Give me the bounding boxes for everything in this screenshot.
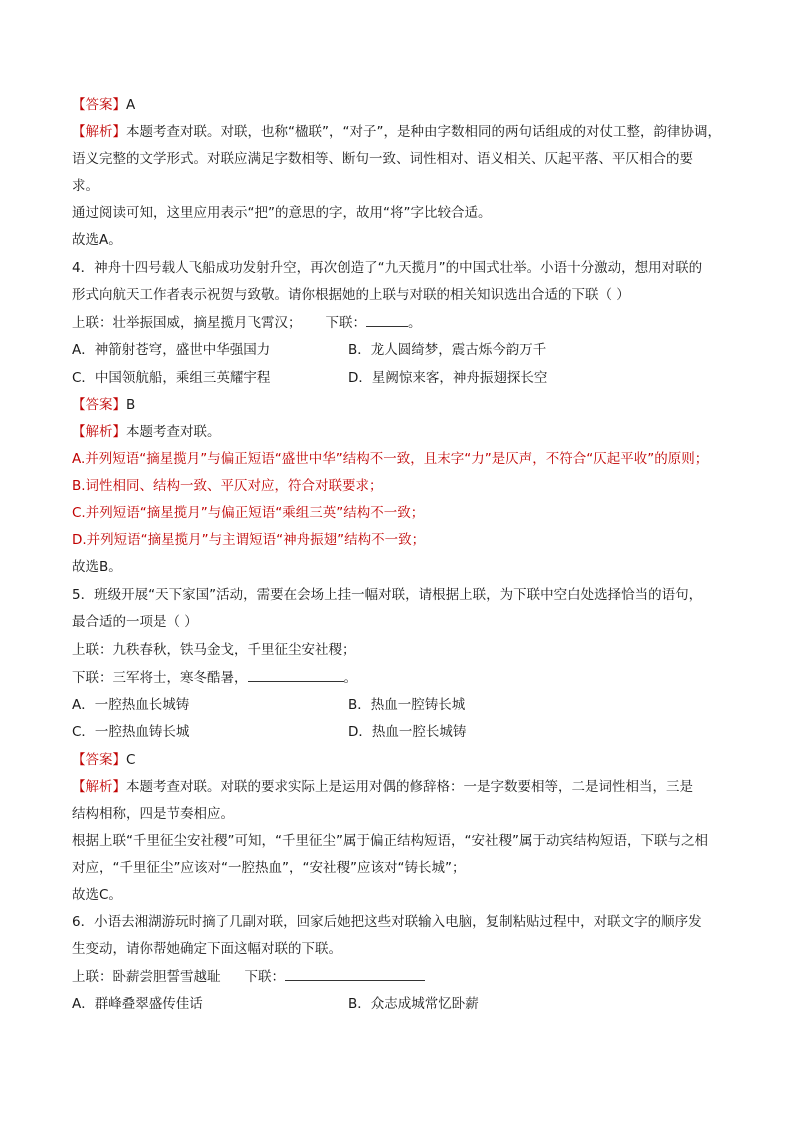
question-stem: 6．小语去湘湖游玩时摘了几副对联，回家后她把这些对联输入电脑，复制粘贴过程中，对联文字的顺序发 bbox=[72, 914, 702, 930]
option-c: C．一腔热血铸长城 bbox=[72, 724, 190, 740]
analysis-line: B.词性相同、结构一致、平仄对应，符合对联要求； bbox=[72, 478, 383, 494]
analysis-label: 【解析】 bbox=[72, 124, 126, 140]
analysis-line: C.并列短语“摘星揽月”与偏正短语“乘组三英”结构不一致； bbox=[72, 505, 425, 521]
analysis-line: 【解析】本题考查对联。对联的要求实际上是运用对偶的修辞格：一是字数要相等，二是词性相当，三是 bbox=[72, 779, 693, 795]
options-row bbox=[72, 369, 732, 387]
options-row bbox=[72, 341, 732, 359]
analysis-line: 求。 bbox=[72, 178, 99, 194]
conclusion-line: 故选A。 bbox=[72, 232, 122, 248]
lower-couplet: 下联： bbox=[244, 969, 285, 985]
question-stem: 5．班级开展“天下家国”活动，需要在会场上挂一幅对联，请根据上联，为下联中空白处选择恰当的语句， bbox=[72, 587, 703, 603]
option-d: D．星阙惊来客，神舟振翅探长空 bbox=[348, 370, 548, 386]
answer-label: 【答案】 bbox=[72, 397, 126, 413]
conclusion-line: 故选C。 bbox=[72, 887, 122, 903]
question-stem: 生变动，请你帮她确定下面这幅对联的下联。 bbox=[72, 941, 342, 957]
question-stem: 形式向航天工作者表示祝贺与致敬。请你根据她的上联与对联的相关知识选出合适的下联（ ） bbox=[72, 287, 630, 303]
answer-blank bbox=[248, 668, 344, 682]
couplet-line bbox=[72, 967, 732, 986]
analysis-label: 【解析】 bbox=[72, 779, 126, 795]
conclusion-line: 故选B。 bbox=[72, 559, 122, 575]
option-b: B．众志成城常忆卧薪 bbox=[348, 996, 479, 1012]
options-row bbox=[72, 723, 732, 741]
answer-line: 【答案】A bbox=[72, 97, 136, 113]
answer-blank bbox=[285, 967, 425, 981]
couplet-line: 下联：三军将士，寒冬酷暑， 。 bbox=[72, 670, 357, 686]
lower-couplet: 下联：三军将士，寒冬酷暑， bbox=[72, 670, 248, 686]
option-d: D．热血一腔长城铸 bbox=[348, 724, 467, 740]
option-a: A．群峰叠翠盛传佳话 bbox=[72, 996, 203, 1012]
question-stem: 最合适的一项是（ ） bbox=[72, 614, 198, 630]
answer-blank bbox=[366, 313, 408, 327]
option-a: A．神箭射苍穹，盛世中华强国力 bbox=[72, 342, 271, 358]
options-row bbox=[72, 995, 732, 1013]
option-b: B．热血一腔铸长城 bbox=[348, 697, 466, 713]
answer-line: 【答案】C bbox=[72, 752, 136, 768]
analysis-line: 【解析】本题考查对联。 bbox=[72, 424, 221, 440]
analysis-line: D.并列短语“摘星揽月”与主谓短语“神舟振翅”结构不一致； bbox=[72, 532, 426, 548]
couplet-line: 上联：九秩春秋，铁马金戈，千里征尘安社稷； bbox=[72, 642, 356, 658]
option-c: C．中国领航船，乘组三英耀宇程 bbox=[72, 370, 271, 386]
analysis-label: 【解析】 bbox=[72, 424, 126, 440]
upper-couplet: 上联：卧薪尝胆誓雪越耻 bbox=[72, 969, 221, 985]
option-b: B．龙人圆绮梦，震古烁今韵万千 bbox=[348, 342, 547, 358]
option-a: A．一腔热血长城铸 bbox=[72, 697, 190, 713]
analysis-line: A.并列短语“摘星揽月”与偏正短语“盛世中华”结构不一致，且末字“力”是仄声，不符合“仄起平收”的原则； bbox=[72, 451, 709, 467]
answer-label: 【答案】 bbox=[72, 752, 126, 768]
analysis-line: 结构相称，四是节奏相应。 bbox=[72, 806, 234, 822]
upper-couplet: 上联：壮举振国威，摘星揽月飞霄汉； bbox=[72, 315, 302, 331]
analysis-line: 语义完整的文学形式。对联应满足字数相等、断句一致、词性相对、语义相关、仄起平落、平仄相合的要 bbox=[72, 151, 693, 167]
lower-couplet: 下联： bbox=[325, 315, 366, 331]
options-row bbox=[72, 696, 732, 714]
answer-line: 【答案】B bbox=[72, 397, 136, 413]
question-stem: 4．神舟十四号载人飞船成功发射升空，再次创造了“九天揽月”的中国式壮举。小语十分激动，想用对联的 bbox=[72, 260, 703, 276]
analysis-line: 根据上联“千里征尘安社稷”可知，“千里征尘”属于偏正结构短语，“安社稷”属于动宾结构短语，下联与之相 bbox=[72, 833, 708, 849]
analysis-line: 对应，“千里征尘”应该对“一腔热血”，“安社稷”应该对“铸长城”； bbox=[72, 860, 466, 876]
analysis-line: 【解析】本题考查对联。对联，也称“楹联”，“对子”，是种由字数相同的两句话组成的对仗工整，韵律协调， bbox=[72, 124, 721, 140]
couplet-line: 上联：壮举振国威，摘星揽月飞霄汉； 下联： 。 bbox=[72, 315, 422, 331]
analysis-line: 通过阅读可知，这里应用表示“把”的意思的字，故用“将”字比较合适。 bbox=[72, 205, 492, 221]
answer-label: 【答案】 bbox=[72, 97, 126, 113]
